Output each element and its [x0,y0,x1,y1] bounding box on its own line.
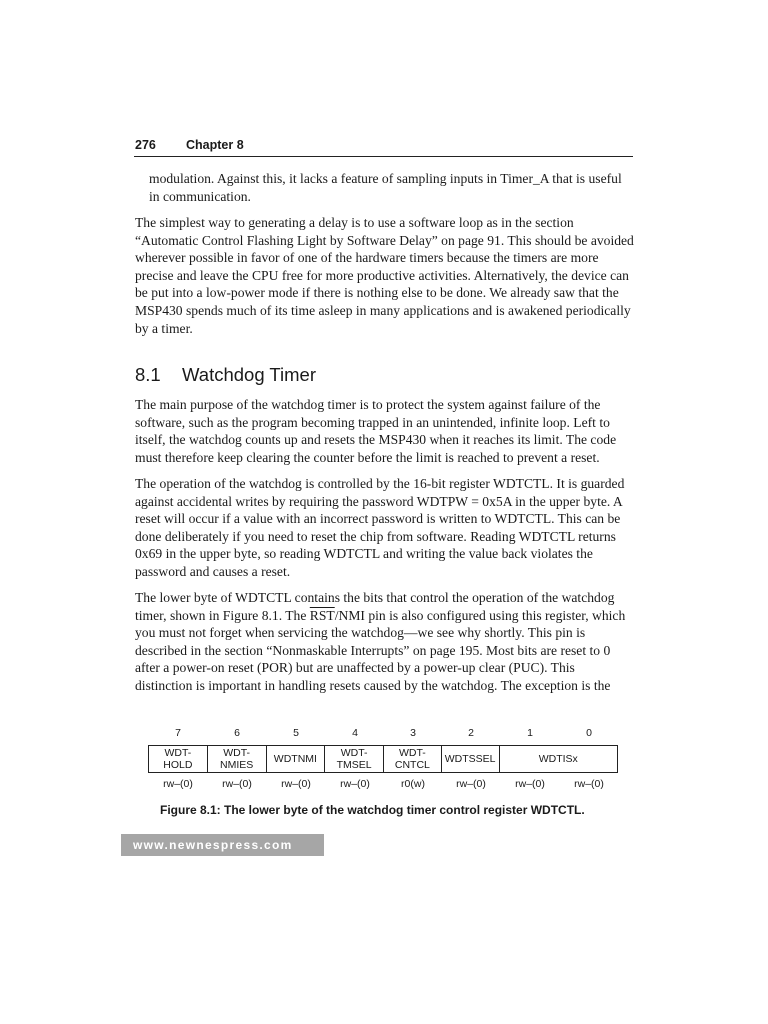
access-label: rw–(0) [456,778,486,790]
paragraph-purpose: The main purpose of the watchdog timer is to protect the system against failure of the software, such as the program becoming trapped in an unintended, infinite loop. Left to itself, the watchdog counts up and resets the MSP430 when it reaches its limit. The code must therefore keep clearing the counter before the limit is reached to prevent a reset. [135,397,617,465]
field-wdthold: WDT- HOLD [149,746,208,772]
bit-number: 3 [410,727,416,739]
bit-number: 4 [352,727,358,739]
figure-caption: Figure 8.1: The lower byte of the watchdog timer control register WDTCTL. [160,803,585,817]
bit-number: 0 [586,727,592,739]
access-label: rw–(0) [281,778,311,790]
rst-overline-text: $\overline{RST}$ [309,607,335,623]
paragraph-operation: The operation of the watchdog is controlled by the 16-bit register WDTCTL. It is guarded against accidental writes by requiring the password WDTPW = 0x5A in the upper byte. A reset will occur if a value with an incorrect password is written to WDTCTL. This can be done deliberately if you need to reset the chip from software. Reading WDTCTL returns 0x69 in the upper byte, so reading WDTCTL and writing the value back violates the password and causes a reset. [135,476,625,579]
field-wdtcntcl: WDT- CNTCL [384,746,442,772]
paragraph-continuation: modulation. Against this, it lacks a feature of sampling inputs in Timer_A that is useful in communication. [149,171,622,204]
bit-number-row [0,727,768,741]
field-wdtnmies: WDT- NMIES [208,746,267,772]
paragraph-lower-byte-part1: The lower byte of WDTCTL contains the bits that control the operation of the watchdog timer, shown in Figure 8.1. The [135,590,615,623]
bit-number: 7 [175,727,181,739]
bit-number: 2 [468,727,474,739]
field-wdtssel: WDTSSEL [442,746,500,772]
paragraph-lower-byte [135,589,635,695]
access-label: r0(w) [401,778,425,790]
bit-number: 1 [527,727,533,739]
field-wdtnmi: WDTNMI [267,746,326,772]
running-header [134,136,633,157]
access-label: rw–(0) [222,778,252,790]
paragraph-delay: The simplest way to generating a delay is to use a software loop as in the section “Automatic Control Flashing Light by Software Delay” on page 91. This should be avoided wherever possible in favor of one of the hardware timers because the timers are more precise and leave the CPU free for more productive activities. Alternatively, the device can be put into a low-power mode if there is nothing else to be done. We already saw that the MSP430 spends much of its time asleep in many applications and is awakened periodically by a timer. [135,215,634,336]
bit-number: 6 [234,727,240,739]
publisher-url: www.newnespress.com [121,834,324,856]
section-title: Watchdog Timer [182,364,316,385]
access-label: rw–(0) [574,778,604,790]
field-wdttmsel: WDT- TMSEL [325,746,384,772]
access-label: rw–(0) [515,778,545,790]
section-number: 8.1 [135,364,161,385]
bit-number: 5 [293,727,299,739]
register-diagram [148,745,618,773]
page-number: 276 [135,138,156,152]
access-row [0,778,768,792]
chapter-label: Chapter 8 [186,138,244,152]
paragraph-lower-byte-part2: /NMI pin is also configured using this register, which you must not forget when servicing the watchdog—we see why shortly. This pin is described in the section “Nonmaskable Interrupts” on page 195. Most bits are reset to 0 after a power-on reset (POR) but are unaffected by a power-up clear (PUC). This distinction is important in handling resets caused by the watchdog. The exception is the [135,607,626,693]
field-wdtisx: WDTISx [538,753,578,765]
access-label: rw–(0) [163,778,193,790]
access-label: rw–(0) [340,778,370,790]
section-heading [135,364,316,386]
